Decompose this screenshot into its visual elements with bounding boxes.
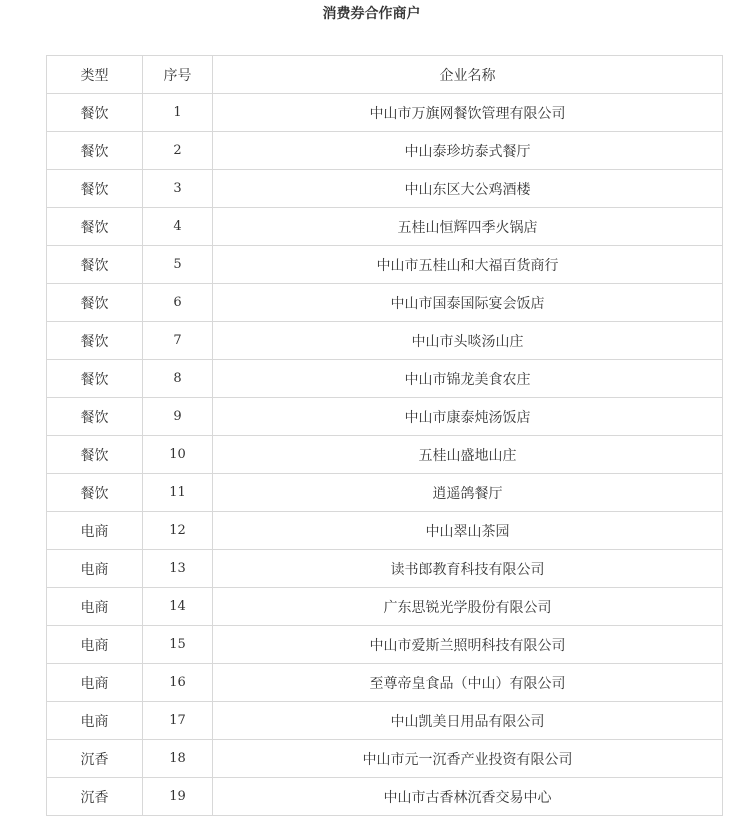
cell-number: 2 xyxy=(143,132,213,170)
table-row xyxy=(47,512,723,550)
cell-number: 7 xyxy=(143,322,213,360)
cell-company-name: 中山市五桂山和大福百货商行 xyxy=(213,246,723,284)
table-row xyxy=(47,436,723,474)
cell-type: 餐饮 xyxy=(47,398,143,436)
cell-number: 16 xyxy=(143,664,213,702)
cell-number: 3 xyxy=(143,170,213,208)
page-title: 消费券合作商户 xyxy=(322,6,421,22)
cell-company-name: 中山凯美日用品有限公司 xyxy=(213,702,723,740)
table-row xyxy=(47,588,723,626)
cell-number: 13 xyxy=(143,550,213,588)
table-row xyxy=(47,208,723,246)
table-row xyxy=(47,702,723,740)
cell-company-name: 中山市万旗网餐饮管理有限公司 xyxy=(213,94,723,132)
cell-number: 12 xyxy=(143,512,213,550)
table-row xyxy=(47,474,723,512)
cell-number: 8 xyxy=(143,360,213,398)
cell-type: 沉香 xyxy=(47,740,143,778)
header-company-name: 企业名称 xyxy=(213,56,723,94)
cell-type: 餐饮 xyxy=(47,284,143,322)
cell-number: 17 xyxy=(143,702,213,740)
cell-company-name: 至尊帝皇食品（中山）有限公司 xyxy=(213,664,723,702)
table-row xyxy=(47,170,723,208)
cell-type: 餐饮 xyxy=(47,170,143,208)
cell-company-name: 中山市国泰国际宴会饭店 xyxy=(213,284,723,322)
merchant-table xyxy=(46,55,723,816)
table-row xyxy=(47,322,723,360)
table-row xyxy=(47,398,723,436)
cell-type: 沉香 xyxy=(47,778,143,816)
cell-company-name: 中山市古香林沉香交易中心 xyxy=(213,778,723,816)
cell-number: 9 xyxy=(143,398,213,436)
cell-number: 6 xyxy=(143,284,213,322)
cell-type: 餐饮 xyxy=(47,360,143,398)
table-row xyxy=(47,94,723,132)
cell-number: 19 xyxy=(143,778,213,816)
cell-type: 餐饮 xyxy=(47,246,143,284)
cell-number: 5 xyxy=(143,246,213,284)
cell-company-name: 中山翠山茶园 xyxy=(213,512,723,550)
cell-company-name: 中山东区大公鸡酒楼 xyxy=(213,170,723,208)
cell-company-name: 中山泰珍坊泰式餐厅 xyxy=(213,132,723,170)
cell-type: 餐饮 xyxy=(47,322,143,360)
cell-type: 餐饮 xyxy=(47,474,143,512)
table-body xyxy=(47,94,723,816)
table-row xyxy=(47,664,723,702)
table-row xyxy=(47,778,723,816)
cell-company-name: 五桂山恒辉四季火锅店 xyxy=(213,208,723,246)
cell-type: 餐饮 xyxy=(47,436,143,474)
cell-type: 电商 xyxy=(47,626,143,664)
cell-company-name: 中山市康泰炖汤饭店 xyxy=(213,398,723,436)
cell-type: 餐饮 xyxy=(47,132,143,170)
cell-type: 电商 xyxy=(47,588,143,626)
cell-number: 11 xyxy=(143,474,213,512)
cell-company-name: 中山市元一沉香产业投资有限公司 xyxy=(213,740,723,778)
header-type: 类型 xyxy=(47,56,143,94)
table-row xyxy=(47,360,723,398)
cell-number: 15 xyxy=(143,626,213,664)
table-row xyxy=(47,284,723,322)
table-row xyxy=(47,740,723,778)
cell-number: 1 xyxy=(143,94,213,132)
cell-company-name: 中山市锦龙美食农庄 xyxy=(213,360,723,398)
table-row xyxy=(47,132,723,170)
table-row xyxy=(47,246,723,284)
table-header-row xyxy=(47,56,723,94)
cell-type: 电商 xyxy=(47,550,143,588)
cell-number: 4 xyxy=(143,208,213,246)
table-row xyxy=(47,550,723,588)
cell-type: 电商 xyxy=(47,702,143,740)
cell-company-name: 五桂山盛地山庄 xyxy=(213,436,723,474)
cell-number: 10 xyxy=(143,436,213,474)
cell-company-name: 中山市爱斯兰照明科技有限公司 xyxy=(213,626,723,664)
cell-company-name: 广东思锐光学股份有限公司 xyxy=(213,588,723,626)
cell-type: 电商 xyxy=(47,664,143,702)
cell-company-name: 中山市头啖汤山庄 xyxy=(213,322,723,360)
cell-number: 14 xyxy=(143,588,213,626)
cell-type: 餐饮 xyxy=(47,208,143,246)
header-number: 序号 xyxy=(143,56,213,94)
cell-type: 餐饮 xyxy=(47,94,143,132)
cell-type: 电商 xyxy=(47,512,143,550)
cell-company-name: 读书郎教育科技有限公司 xyxy=(213,550,723,588)
cell-number: 18 xyxy=(143,740,213,778)
cell-company-name: 逍遥鸽餐厅 xyxy=(213,474,723,512)
table-row xyxy=(47,626,723,664)
